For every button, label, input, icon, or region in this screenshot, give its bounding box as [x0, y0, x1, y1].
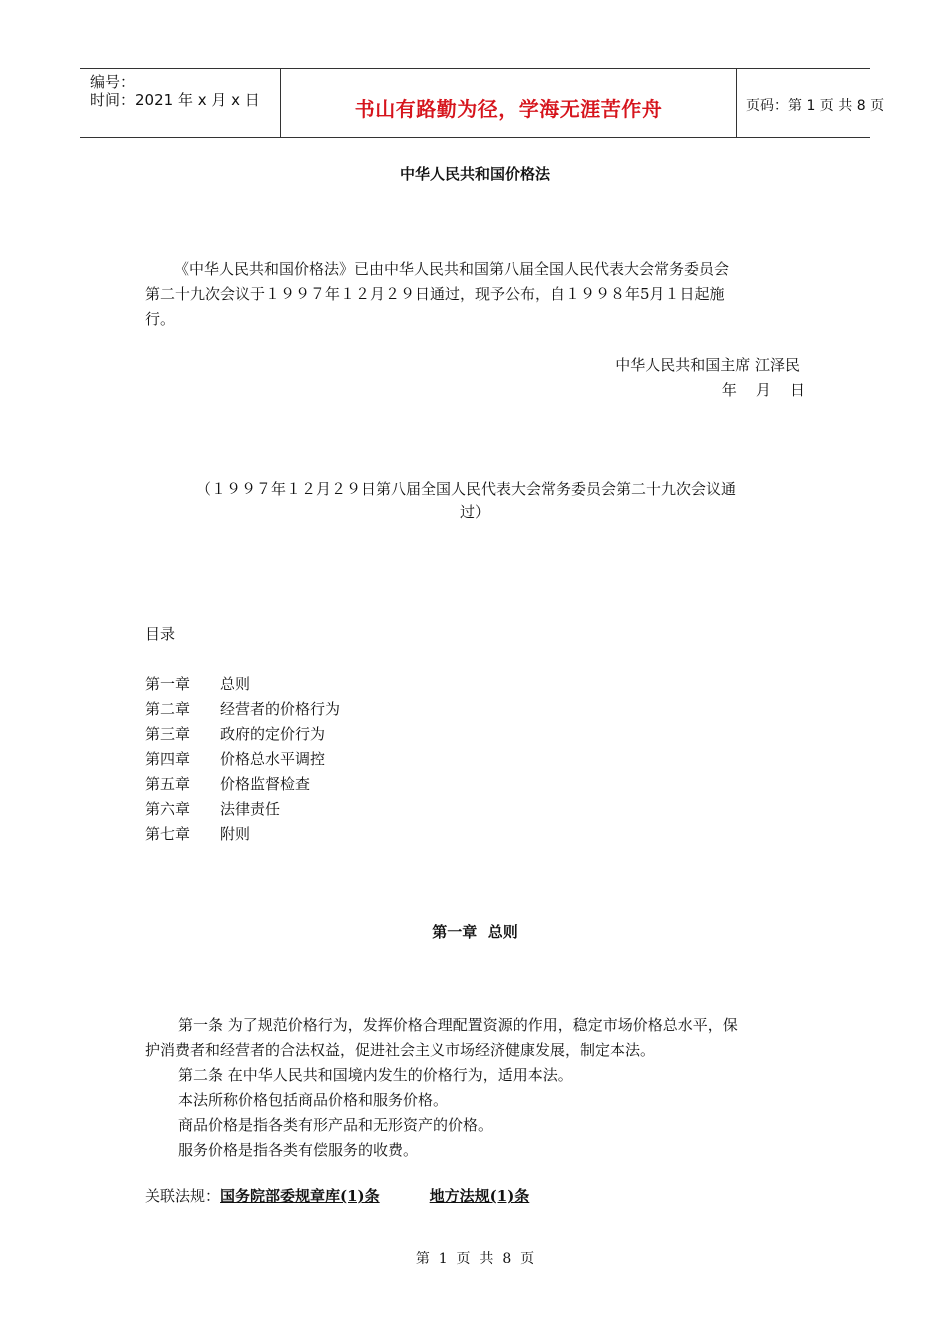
related-laws — [145, 1184, 529, 1209]
header-page-cell — [736, 69, 885, 137]
document-title: 中华人民共和国价格法 — [399, 165, 550, 183]
toc-item-title: 附则 — [220, 825, 251, 843]
related-link-local-regulations[interactable]: 地方法规(1)条 — [429, 1187, 530, 1205]
toc-item-number: 第五章 — [145, 775, 191, 793]
toc-item — [145, 672, 250, 696]
preamble-line-3: 行。 — [145, 310, 176, 328]
toc-item-title: 经营者的价格行为 — [220, 700, 341, 718]
preamble-line-2: 第二十九次会议于１９９７年１２月２９日通过，现予公布，自１９９８年5月１日起施 — [145, 285, 725, 303]
toc-item-title: 总则 — [220, 675, 251, 693]
preamble-line-1: 《中华人民共和国价格法》已由中华人民共和国第八届全国人民代表大会常务委员会 — [174, 260, 730, 278]
time-label: 时间：2021 年 x 月 x 日 — [90, 91, 260, 109]
code-label: 编号： — [90, 73, 136, 91]
page-info: 页码：第 1 页 共 8 页 — [746, 98, 885, 114]
article-2-para-3: 服务价格是指各类有偿服务的收费。 — [178, 1141, 419, 1159]
article-2: 第二条 在中华人民共和国境内发生的价格行为，适用本法。 — [178, 1066, 573, 1084]
related-link-ministry-rules[interactable]: 国务院部委规章库(1)条 — [220, 1187, 380, 1205]
signer: 中华人民共和国主席 江泽民 — [615, 356, 800, 374]
adoption-note-line-1: （１９９７年１２月２９日第八届全国人民代表大会常务委员会第二十九次会议通 — [196, 480, 737, 498]
article-1-line-2: 护消费者和经营者的合法权益，促进社会主义市场经济健康发展，制定本法。 — [145, 1041, 656, 1059]
toc-item-number: 第三章 — [145, 725, 191, 743]
signature-date: 年 月 日 — [721, 381, 805, 399]
toc-item — [145, 747, 325, 771]
article-2-para-2: 商品价格是指各类有形产品和无形资产的价格。 — [178, 1116, 494, 1134]
toc-item-title: 价格监督检查 — [220, 775, 311, 793]
header-motto-cell — [280, 69, 737, 137]
page-footer: 第 1 页 共 8 页 — [415, 1251, 535, 1267]
article-2-para-1: 本法所称价格包括商品价格和服务价格。 — [178, 1091, 449, 1109]
header-table — [80, 68, 885, 138]
chapter-1-heading: 第一章 总则 — [432, 923, 518, 941]
toc-item-number: 第四章 — [145, 750, 191, 768]
toc-item-number: 第七章 — [145, 825, 191, 843]
toc-item-number: 第一章 — [145, 675, 191, 693]
toc-item-title: 价格总水平调控 — [220, 750, 326, 768]
toc-item-title: 法律责任 — [220, 800, 281, 818]
article-1-line-1: 第一条 为了规范价格行为，发挥价格合理配置资源的作用，稳定市场价格总水平，保 — [178, 1016, 738, 1034]
toc-item — [145, 697, 340, 721]
toc-item — [145, 722, 325, 746]
toc-item — [145, 797, 280, 821]
toc-item-number: 第二章 — [145, 700, 191, 718]
toc-item-title: 政府的定价行为 — [220, 725, 326, 743]
related-laws-label: 关联法规： — [145, 1187, 221, 1205]
header-left-cell — [80, 69, 280, 137]
toc-heading: 目录 — [145, 625, 176, 643]
motto-text: 书山有路勤为径，学海无涯苦作舟 — [354, 97, 663, 121]
toc-item-number: 第六章 — [145, 800, 191, 818]
toc-item — [145, 822, 250, 846]
adoption-note-line-2: 过） — [459, 503, 490, 521]
toc-item — [145, 772, 310, 796]
